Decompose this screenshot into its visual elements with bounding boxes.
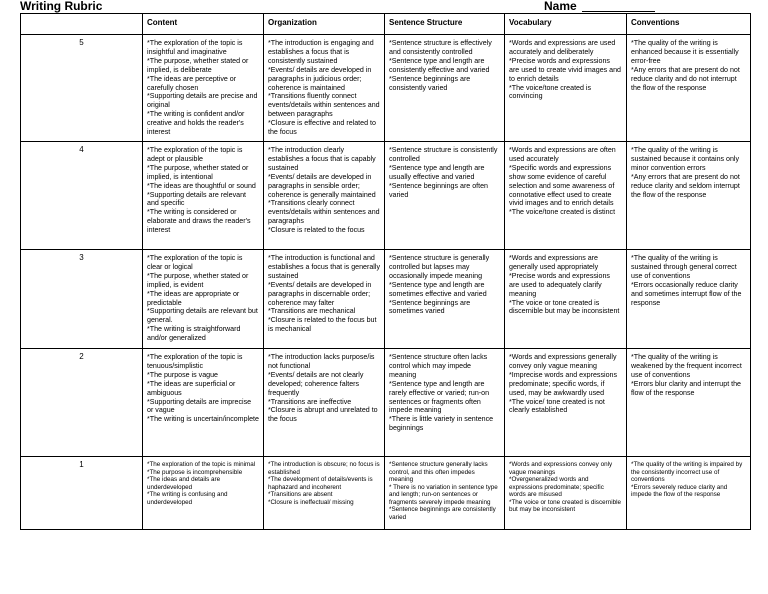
content-cell xyxy=(143,35,264,142)
criterion-line: *The introduction is engaging and establishes a focus that is consistently sustained xyxy=(268,39,374,65)
conventions-cell xyxy=(627,250,751,349)
criterion-line: *The ideas are appropriate or predictable xyxy=(147,289,240,307)
sentence-structure-cell xyxy=(385,349,505,457)
criterion-line: *Sentence structure often lacks control which may impede meaning xyxy=(389,353,488,379)
criterion-line: *The purpose, whether stated or implied, is deliberate xyxy=(147,56,249,74)
criterion-line: *The writing is confident and/or creative and holds the reader's interest xyxy=(147,110,245,137)
criterion-line: *Transitions are mechanical xyxy=(268,307,356,316)
criterion-line: *The voice or tone created is discernible but may be inconsistent xyxy=(509,298,620,316)
score-cell: 4 xyxy=(21,142,143,250)
score-cell: 5 xyxy=(21,35,143,142)
conventions-cell xyxy=(627,349,751,457)
criterion-line: *Sentence type and length are usually effective and varied xyxy=(389,163,485,181)
criterion-line: *Events/ details are not clearly developed; coherence falters frequently xyxy=(268,370,364,397)
table-row xyxy=(21,35,751,142)
criterion-line: *Events/ details are developed in paragraphs in sensible order; coherence is generally maintained xyxy=(268,172,376,199)
name-label: Name xyxy=(544,0,577,13)
page-title: Writing Rubric xyxy=(20,0,103,13)
column-header-score xyxy=(21,14,143,35)
criterion-line: *Errors occasionally reduce clarity and sometimes interrupt flow of the response xyxy=(631,280,742,307)
criterion-line: *Words and expressions are often used accurately xyxy=(509,146,616,163)
table-row xyxy=(21,349,751,457)
criterion-line: *The ideas are perceptive or carefully chosen xyxy=(147,74,237,92)
criterion-line: *The development of details/events is haphazard and incoherent xyxy=(268,476,373,491)
criterion-line: *Sentence beginnings are sometimes varied xyxy=(389,298,471,316)
criterion-line: *The purpose, whether stated or implied, is evident xyxy=(147,271,249,289)
criterion-line: *The writing is confusing and underdeveloped xyxy=(147,491,228,506)
criterion-line: *Closure is related to the focus but is mechanical xyxy=(268,316,377,334)
criterion-line: *The voice/ tone created is not clearly established xyxy=(509,397,605,415)
table-row xyxy=(21,250,751,349)
score-cell: 2 xyxy=(21,349,143,457)
criterion-line: *There is little variety in sentence beginnings xyxy=(389,415,494,433)
criterion-line: *Sentence beginnings are consistently varied xyxy=(389,74,471,92)
criterion-line: *Closure is abrupt and unrelated to the focus xyxy=(268,406,378,424)
criterion-line: *Precise words and expressions are used to create vivid images and to enrich details xyxy=(509,56,621,83)
criterion-line: *Sentence structure generally lacks control, and this often impedes meaning xyxy=(389,461,488,483)
header-row xyxy=(21,14,751,35)
content-cell xyxy=(143,142,264,250)
criterion-line: *Events/ details are developed in paragraphs in discernable order; coherence may falter xyxy=(268,280,372,307)
organization-cell xyxy=(264,349,385,457)
criterion-line: *Closure is ineffectual/ missing xyxy=(268,498,354,506)
name-blank-line[interactable] xyxy=(582,11,655,12)
rubric-table xyxy=(20,13,751,530)
column-header-conventions: Conventions xyxy=(627,14,751,35)
criterion-line: *Closure is related to the focus xyxy=(268,226,365,235)
vocabulary-cell xyxy=(505,349,627,457)
criterion-line: *The purpose is vague xyxy=(147,370,218,379)
criterion-line: *Words and expressions are used accurately and deliberately xyxy=(509,39,616,56)
criterion-line: *Sentence type and length are rarely effective or varied; run-on sentences or fragments often impede meaning xyxy=(389,379,490,415)
criterion-line: *The exploration of the topic is tenuous/simplistic xyxy=(147,353,243,370)
criterion-line: *The quality of the writing is enhanced because it is essentially error-free xyxy=(631,39,739,65)
criterion-line: *The introduction clearly establishes a focus that is capably sustained xyxy=(268,146,376,172)
criterion-line: *Sentence type and length are sometimes effective and varied xyxy=(389,280,487,298)
criterion-line: *The exploration of the topic is insightful and imaginative xyxy=(147,39,243,56)
score-cell: 3 xyxy=(21,250,143,349)
conventions-cell xyxy=(627,35,751,142)
organization-cell xyxy=(264,35,385,142)
criterion-line: *The introduction lacks purpose/is not functional xyxy=(268,353,375,370)
criterion-line: *Supporting details are precise and original xyxy=(147,92,258,110)
content-cell xyxy=(143,349,264,457)
criterion-line: *Imprecise words and expressions predominate; specific words, if used, may be awkwardly used xyxy=(509,370,618,397)
criterion-line: *The ideas are superficial or ambiguous xyxy=(147,379,236,397)
criterion-line: *Words and expressions generally convey only vague meaning xyxy=(509,353,617,370)
criterion-line: *The purpose is incomprehensible xyxy=(147,468,243,476)
conventions-cell xyxy=(627,142,751,250)
criterion-line: *Sentence beginnings are consistently varied xyxy=(389,506,496,521)
criterion-line: *The voice or tone created is discernible but may be inconsistent xyxy=(509,498,622,513)
column-header-content: Content xyxy=(143,14,264,35)
table-row xyxy=(21,142,751,250)
organization-cell xyxy=(264,250,385,349)
criterion-line: * There is no variation in sentence type and length; run-on sentences or fragments severely impede meaning xyxy=(389,483,498,506)
criterion-line: *The ideas are thoughtful or sound xyxy=(147,181,256,190)
vocabulary-cell xyxy=(505,35,627,142)
vocabulary-cell xyxy=(505,250,627,349)
sentence-structure-cell xyxy=(385,142,505,250)
criterion-line: *Errors blur clarity and interrupt the flow of the response xyxy=(631,379,741,397)
criterion-line: *Sentence type and length are consistently effective and varied xyxy=(389,56,490,74)
criterion-line: *Sentence structure is generally controlled but lapses may occasionally impede meaning xyxy=(389,254,490,280)
criterion-line: *The quality of the writing is sustained through general correct use of conventions xyxy=(631,254,737,280)
criterion-line: *Words and expressions are generally used appropriately xyxy=(509,254,599,271)
column-header-organization: Organization xyxy=(264,14,385,35)
sentence-structure-cell xyxy=(385,35,505,142)
score-cell: 1 xyxy=(21,457,143,530)
column-header-sentence-structure: Sentence Structure xyxy=(385,14,505,35)
criterion-line: *The writing is straightforward and/or generalized xyxy=(147,325,241,343)
criterion-line: *Words and expressions convey only vague meanings xyxy=(509,461,613,476)
criterion-line: *The introduction is obscure; no focus is established xyxy=(268,461,380,476)
criterion-line: *Any errors that are present do not reduce clarity and seldom interrupt the flow of the response xyxy=(631,172,740,199)
criterion-line: *The quality of the writing is sustained because it contains only minor convention errors xyxy=(631,146,740,172)
criterion-line: *Transitions fluently connect events/details within sentences and between paragraphs xyxy=(268,92,380,119)
criterion-line: *The ideas and details are underdeveloped xyxy=(147,476,221,491)
criterion-line: *Supporting details are relevant but general. xyxy=(147,307,258,325)
content-cell xyxy=(143,250,264,349)
criterion-line: *Sentence structure is effectively and consistently controlled xyxy=(389,39,492,56)
criterion-line: *The introduction is functional and establishes a focus that is generally sustained xyxy=(268,254,380,280)
criterion-line: *The writing is uncertain/incomplete xyxy=(147,415,259,424)
criterion-line: *Closure is effective and related to the focus xyxy=(268,119,376,137)
organization-cell xyxy=(264,457,385,530)
criterion-line: *The exploration of the topic is minimal xyxy=(147,461,256,468)
column-header-vocabulary: Vocabulary xyxy=(505,14,627,35)
sentence-structure-cell xyxy=(385,250,505,349)
criterion-line: *The quality of the writing is impaired by the consistently incorrect use of conventions xyxy=(631,461,743,483)
criterion-line: *Sentence structure is consistently controlled xyxy=(389,146,498,163)
criterion-line: *The purpose, whether stated or implied, is intentional xyxy=(147,163,249,181)
content-cell xyxy=(143,457,264,530)
criterion-line: *The exploration of the topic is adept or plausible xyxy=(147,146,243,163)
criterion-line: *Any errors that are present do not reduce clarity and do not interrupt the flow of the response xyxy=(631,65,740,92)
criterion-line: *The exploration of the topic is clear or logical xyxy=(147,254,243,271)
criterion-line: *Transitions are absent xyxy=(268,491,333,498)
criterion-line: *Specific words and expressions show some evidence of careful selection and some awareness of connotative effect used to create vivid images and to enrich details xyxy=(509,163,615,208)
vocabulary-cell xyxy=(505,457,627,530)
criterion-line: *Supporting details are imprecise or vague xyxy=(147,397,252,415)
sentence-structure-cell xyxy=(385,457,505,530)
organization-cell xyxy=(264,142,385,250)
criterion-line: *Events/ details are developed in paragraphs in judicious order; coherence is maintained xyxy=(268,65,372,92)
criterion-line: *The writing is considered or elaborate and draws the reader's interest xyxy=(147,208,251,235)
table-row xyxy=(21,457,751,530)
criterion-line: *The quality of the writing is weakened by the frequent incorrect use of conventions xyxy=(631,353,742,379)
criterion-line: *Transitions are ineffective xyxy=(268,397,352,406)
criterion-line: *Precise words and expressions are used to adequately clarify meaning xyxy=(509,271,610,298)
criterion-line: *Overgeneralized words and expressions predominate; specific words are misused xyxy=(509,476,604,498)
criterion-line: *The voice/tone created is convincing xyxy=(509,83,592,101)
criterion-line: *Transitions clearly connect events/details within sentences and paragraphs xyxy=(268,199,380,226)
criterion-line: *Sentence beginnings are often varied xyxy=(389,181,488,199)
criterion-line: *Supporting details are relevant and specific xyxy=(147,190,246,208)
vocabulary-cell xyxy=(505,142,627,250)
criterion-line: *Errors severely reduce clarity and impede the flow of the response xyxy=(631,483,728,498)
conventions-cell xyxy=(627,457,751,530)
criterion-line: *The voice/tone created is distinct xyxy=(509,208,616,217)
